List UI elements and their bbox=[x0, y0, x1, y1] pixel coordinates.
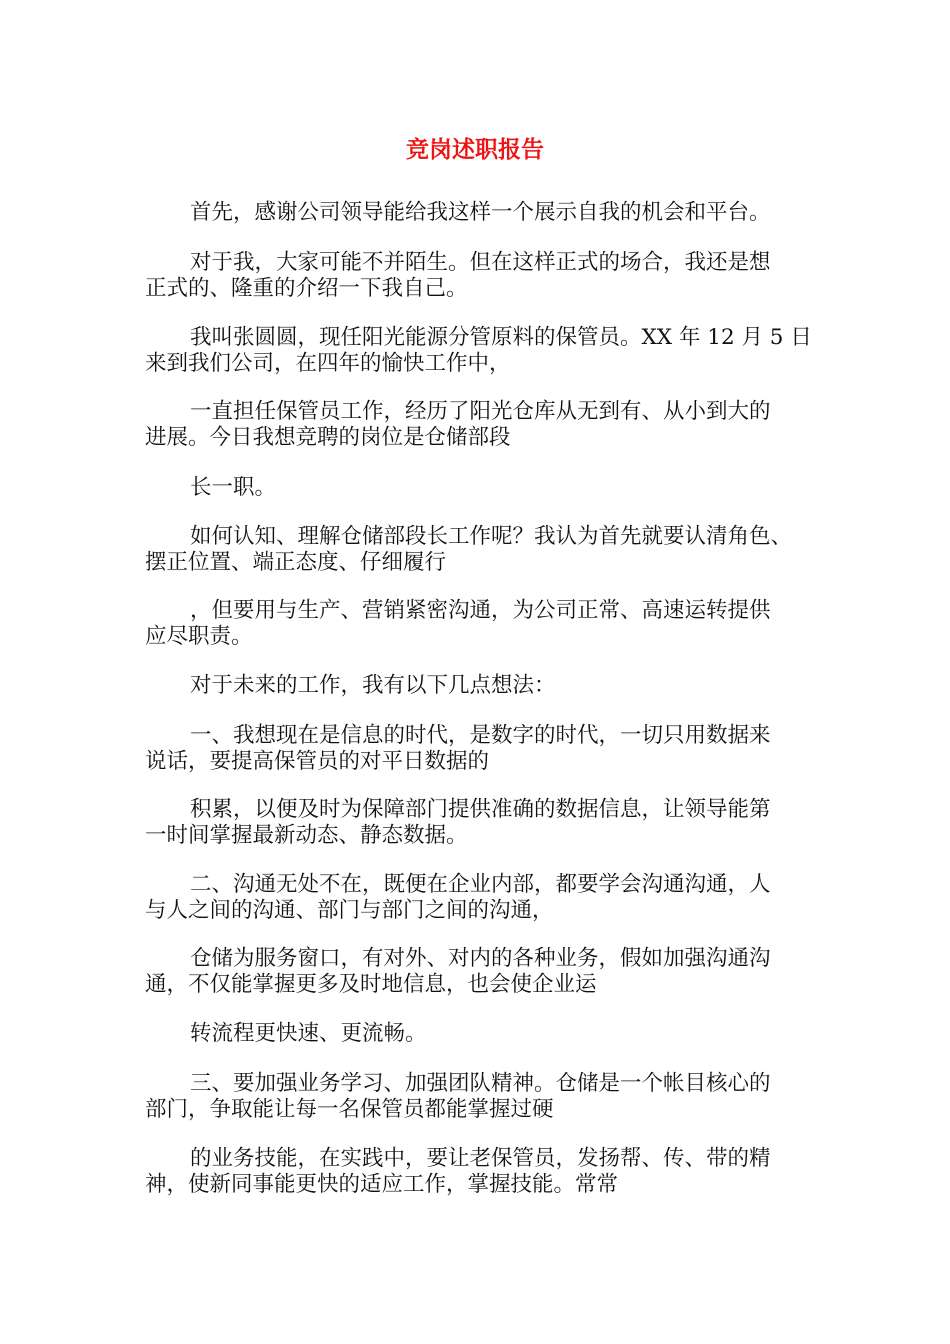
paragraph bbox=[145, 797, 815, 849]
paragraph bbox=[145, 1146, 815, 1198]
paragraph-line: 通，不仅能掌握更多及时地信息，也会使企业运 bbox=[145, 972, 597, 997]
paragraph-line: 一、我想现在是信息的时代，是数字的时代，一切只用数据来 bbox=[190, 723, 771, 748]
paragraph-line: ，但要用与生产、营销紧密沟通，为公司正常、高速运转提供 bbox=[190, 598, 771, 623]
paragraph-line: 来到我们公司，在四年的愉快工作中， bbox=[145, 351, 511, 376]
paragraph-line: 应尽职责。 bbox=[145, 624, 253, 649]
paragraph bbox=[145, 723, 815, 775]
paragraph-line: 二、沟通无处不在，既便在企业内部，都要学会沟通沟通，人 bbox=[190, 872, 771, 897]
paragraph bbox=[145, 250, 815, 302]
paragraph-line: 三、要加强业务学习、加强团队精神。仓储是一个帐目核心的 bbox=[190, 1071, 771, 1096]
paragraph-line: 与人之间的沟通、部门与部门之间的沟通， bbox=[145, 898, 554, 923]
paragraph-line: 对于我，大家可能不并陌生。但在这样正式的场合，我还是想 bbox=[190, 250, 771, 275]
paragraph bbox=[145, 524, 815, 576]
paragraph-line: 说话，要提高保管员的对平日数据的 bbox=[145, 749, 490, 774]
paragraph bbox=[145, 1021, 815, 1047]
paragraph bbox=[145, 475, 815, 501]
paragraph-line: 对于未来的工作，我有以下几点想法： bbox=[190, 673, 556, 698]
paragraph-line: 正式的、隆重的介绍一下我自己。 bbox=[145, 276, 468, 301]
paragraph bbox=[145, 598, 815, 650]
paragraph-line: 一时间掌握最新动态、静态数据。 bbox=[145, 823, 468, 848]
paragraph-line: 摆正位置、端正态度、仔细履行 bbox=[145, 550, 447, 575]
paragraph-line: 的业务技能，在实践中，要让老保管员，发扬帮、传、带的精 bbox=[190, 1146, 771, 1171]
paragraph-line: 进展。今日我想竞聘的岗位是仓储部段 bbox=[145, 425, 511, 450]
paragraph bbox=[145, 946, 815, 998]
paragraph bbox=[145, 1071, 815, 1123]
paragraph-line: 仓储为服务窗口，有对外、对内的各种业务，假如加强沟通沟 bbox=[190, 946, 771, 971]
paragraph bbox=[145, 399, 815, 451]
paragraph-line: 神，使新同事能更快的适应工作，掌握技能。常常 bbox=[145, 1172, 619, 1197]
paragraph-line: 一直担任保管员工作，经历了阳光仓库从无到有、从小到大的 bbox=[190, 399, 771, 424]
paragraph-line: 我叫张圆圆，现任阳光能源分管原料的保管员。XX 年 12 月 5 日 bbox=[190, 325, 812, 350]
paragraph-line: 长一职。 bbox=[190, 475, 277, 500]
paragraph-line: 转流程更快速、更流畅。 bbox=[190, 1021, 427, 1046]
paragraph-line: 如何认知、理解仓储部段长工作呢？我认为首先就要认清角色、 bbox=[190, 524, 793, 549]
document-title: 竞岗述职报告 bbox=[406, 137, 544, 163]
paragraph bbox=[145, 673, 815, 699]
paragraph bbox=[145, 200, 815, 226]
paragraph bbox=[145, 872, 815, 924]
paragraph-line: 部门，争取能让每一名保管员都能掌握过硬 bbox=[145, 1097, 554, 1122]
paragraph-line: 首先，感谢公司领导能给我这样一个展示自我的机会和平台。 bbox=[190, 200, 771, 225]
paragraph-line: 积累，以便及时为保障部门提供准确的数据信息，让领导能第 bbox=[190, 797, 771, 822]
paragraph bbox=[145, 325, 815, 377]
